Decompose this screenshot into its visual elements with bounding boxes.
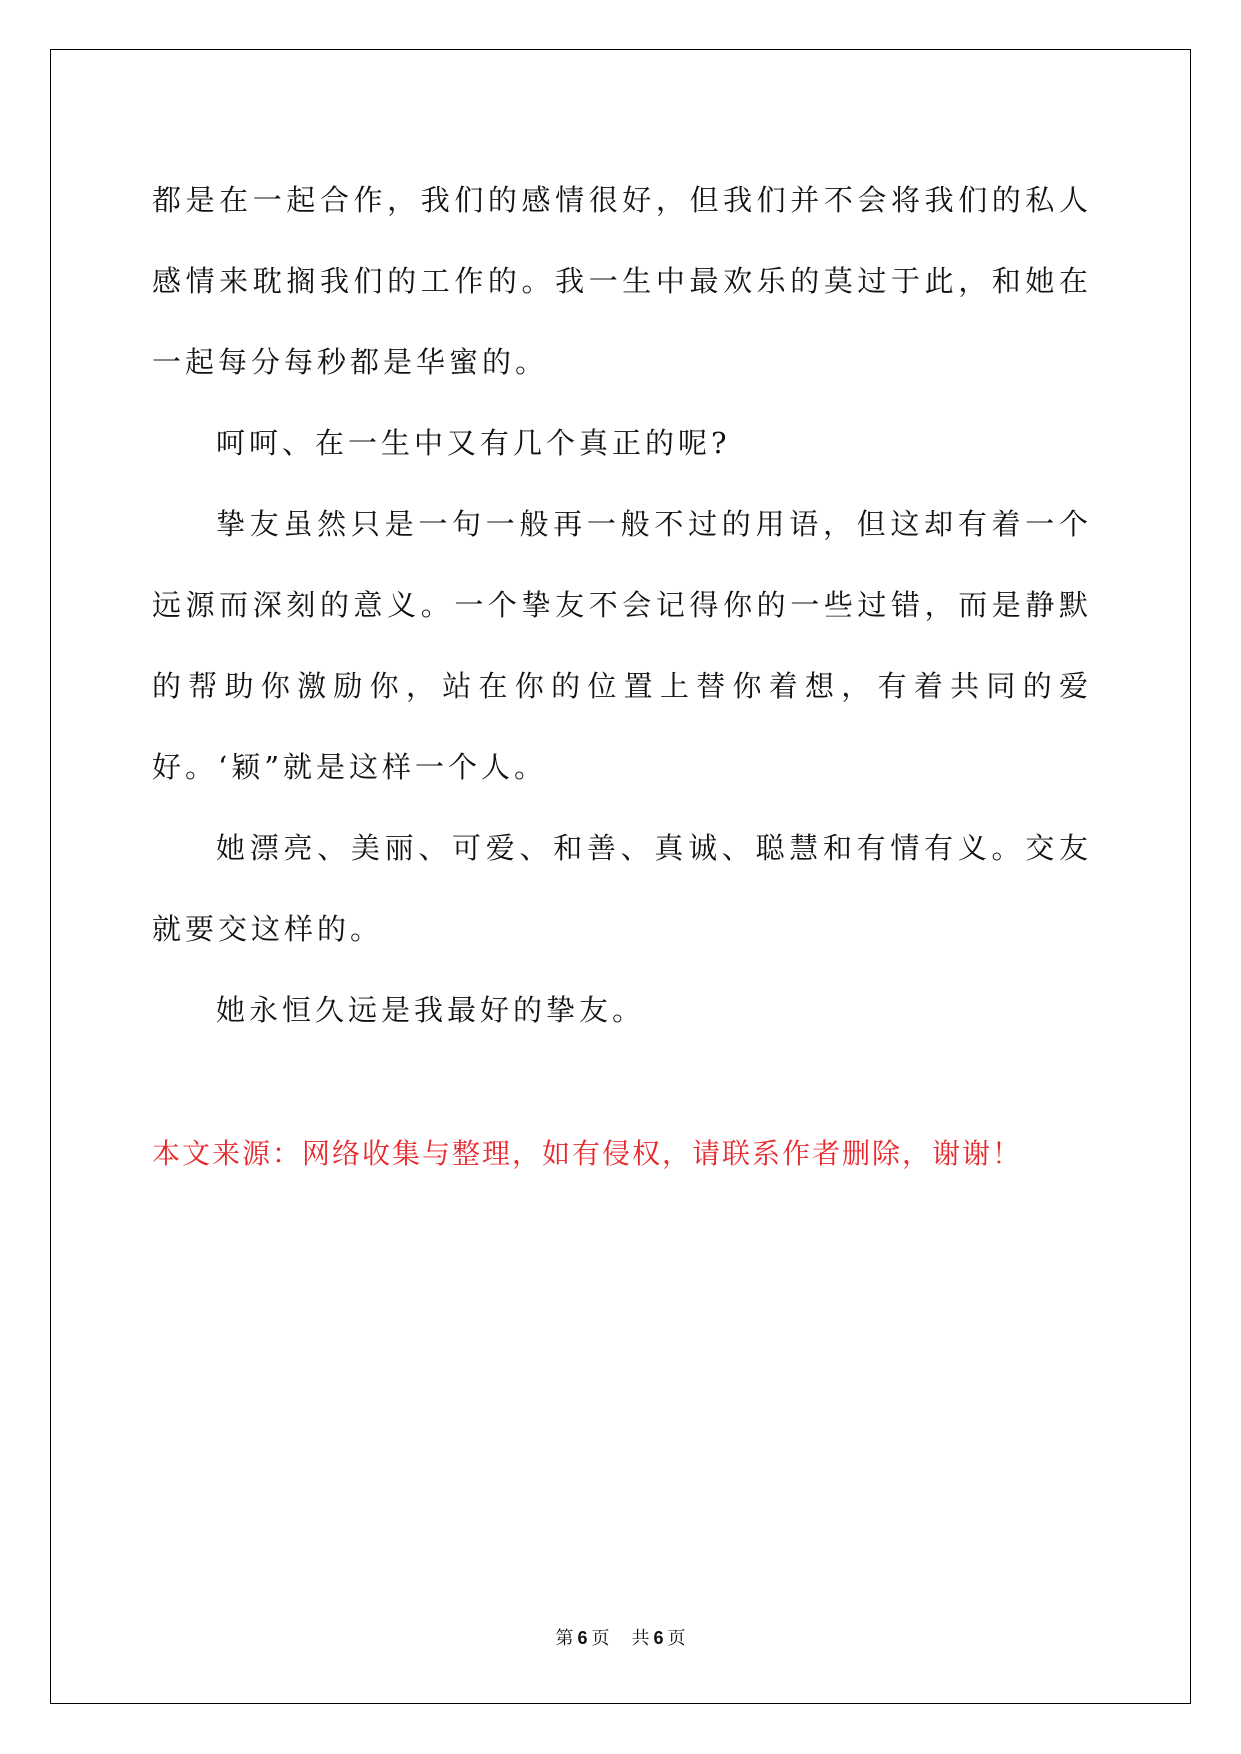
- paragraph-1: 都是在一起合作，我们的感情很好，但我们并不会将我们的私人感情来耽搁我们的工作的。我一生中最欢乐的莫过于此，和她在一起每分每秒都是华蜜的。: [152, 183, 1092, 379]
- paragraph-2: 呵呵、在一生中又有几个真正的呢?: [216, 426, 731, 460]
- footer-page-prefix: 第: [555, 1628, 574, 1649]
- footer-total-pages: 6: [653, 1628, 664, 1648]
- source-note: 本文来源：网络收集与整理，如有侵权，请联系作者删除，谢谢！: [152, 1137, 1023, 1170]
- page-footer: [0, 1626, 1241, 1651]
- paragraph-4: 她漂亮、美丽、可爱、和善、真诚、聪慧和有情有义。交友就要交这样的。: [152, 831, 1092, 946]
- paragraph-3: 挚友虽然只是一句一般再一般不过的用语，但这却有着一个远源而深刻的意义。一个挚友不会记得你的一些过错，而是静默的帮助你激励你，站在你的位置上替你着想，有着共同的爱好。‘颖”就是这样一个人。: [152, 507, 1092, 784]
- footer-page-number: 6: [577, 1628, 588, 1648]
- footer-total-prefix: 共: [631, 1628, 650, 1649]
- document-body: [152, 160, 1092, 1051]
- footer-total-suffix: 页: [667, 1628, 686, 1649]
- paragraph-5: 她永恒久远是我最好的挚友。: [216, 993, 646, 1027]
- footer-page-suffix: 页: [591, 1628, 610, 1649]
